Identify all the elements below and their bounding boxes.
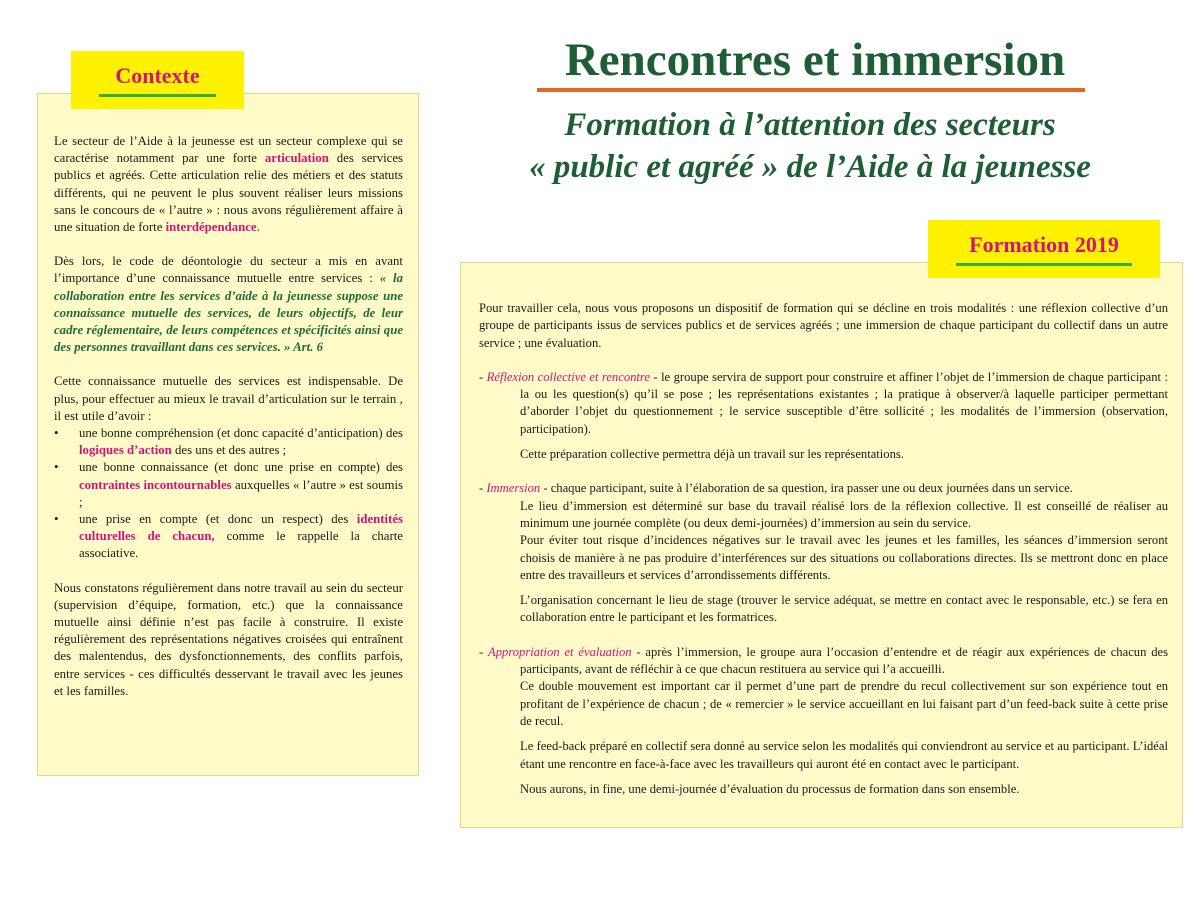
title-underline bbox=[537, 88, 1085, 92]
formation-intro: Pour travailler cela, nous vous proposons un dispositif de formation qui se décline en trois modalités : une réflexion collective d’un groupe de participants issus de services publics et de services agréés ; une immersion de chaque participant du collectif dans un autre service ; une évaluation. bbox=[479, 301, 1168, 350]
list-item: • une bonne connaissance (et donc une prise en compte) des contraintes incontournables auxquelles « l’autre » est soumis ; bbox=[54, 459, 403, 511]
modality-title: Réflexion collective et rencontre bbox=[486, 369, 650, 384]
context-panel bbox=[37, 93, 419, 776]
modality-immersion: - Immersion - chaque participant, suite à l’élaboration de sa question, ira passer une ou deux journées dans un service. Le lieu d’immersion est déterminé sur base du travail réalisé lors de la réflexion collective. Il est conseillé de réaliser au minimum une journée complète (ou deux demi-journées) d’immersion au sein du service. Pour éviter tout risque d’incidences négatives sur le travail avec les jeunes et les familles, les séances d’immersion seront choisis de manière à ne pas produire d’interférences sur des situations ou collaborations directes. Ils se mettront donc en place entre des travailleurs et services d’arrondissements différents. L’organisation concernant le lieu de stage (trouver le service adéquat, se mettre en contact avec le responsable, etc.) se fera en collaboration entre le participant et les formatrices. bbox=[479, 481, 1168, 625]
modality-title: Appropriation et évaluation bbox=[488, 644, 632, 659]
formation-label: Formation 2019 bbox=[928, 220, 1160, 278]
list-item: • une prise en compte (et donc un respect) des identités culturelles de chacun, comme le rappelle la charte associative. bbox=[54, 511, 403, 563]
deontology-quote: « la collaboration entre les services d’aide à la jeunesse suppose une connaissance mutuelle des services, de leurs objectifs, de leur cadre réglementaire, de leurs compétences et spécificités ainsi que des personnes travaillant dans ces services. » bbox=[54, 271, 403, 355]
needs-list bbox=[54, 425, 403, 563]
page-title: Rencontres et immersion bbox=[564, 34, 1066, 86]
subtitle-line-1: Formation à l’attention des secteurs bbox=[564, 107, 1056, 143]
context-paragraph-1: Le secteur de l’Aide à la jeunesse est un secteur complexe qui se caractérise notamment par une forte articulation des services publics et agréés. Cette articulation relie des métiers et des statuts différents, qui ne peuvent le plus souvent réaliser leurs missions sans le concours de « l’autre » : nous avons régulièrement affaire à une situation de forte interdépendance. bbox=[54, 134, 403, 235]
label-underline bbox=[99, 94, 216, 97]
context-paragraph-4: Nous constatons régulièrement dans notre travail au sein du secteur (supervision d’équipe, formation, etc.) que la connaissance mutuelle ainsi définie n’est pas facile à construire. Il existe régulièrement des représentations négatives croisées qui entraînent des malentendus, des dysfonctionnements, des conflits parfois, entre services - ces difficultés desservant le travail avec les jeunes et les familles. bbox=[54, 580, 403, 698]
article-reference: Art. 6 bbox=[290, 340, 323, 355]
modality-reflexion: - Réflexion collective et rencontre - le groupe servira de support pour construire et affiner l’objet de l’immersion de chaque participant : la ou les question(s) qu’il se pose ; les représentations existantes ; la pratique à observer/à laquelle participer permettant d’aborder l’objet du questionnement ; le service susceptible d’être sollicité ; les modalités de l’immersion (observation, participation). Cette préparation collective permettra déjà un travail sur les représentations. bbox=[479, 369, 1168, 462]
context-paragraph-2: Dès lors, le code de déontologie du secteur a mis en avant l’importance d’une connaissance mutuelle entre services : « la collaboration entre les services d’aide à la jeunesse suppose une connaissance mutuelle des services, de leurs objectifs, de leur cadre réglementaire, de leurs compétences et spécificités ainsi que des personnes travaillant dans ces services. » Art. 6 bbox=[54, 254, 403, 355]
highlight-articulation: articulation bbox=[264, 151, 329, 166]
context-paragraph-3: Cette connaissance mutuelle des services est indispensable. De plus, pour effectuer au mieux le travail d’articulation sur le terrain , il est utile d’avoir : bbox=[54, 374, 403, 423]
label-underline bbox=[956, 263, 1132, 266]
context-label: Contexte bbox=[71, 51, 244, 109]
subtitle-line-2: « public et agréé » de l’Aide à la jeunesse bbox=[529, 149, 1091, 185]
list-item: • une bonne compréhension (et donc capacité d’anticipation) des logiques d’action des uns et des autres ; bbox=[54, 425, 403, 459]
modality-title: Immersion bbox=[486, 481, 541, 496]
formation-panel bbox=[460, 262, 1183, 828]
page-subtitle bbox=[485, 104, 1135, 188]
modality-appropriation: - Appropriation et évaluation - après l’immersion, le groupe aura l’occasion d’entendre et de réagir aux expériences de chacun des participants, avant de réfléchir à ce que chacun restituera au service qui l’a accueilli. Ce double mouvement est important car il permet d’une part de prendre du recul collectivement sur son expérience tout en profitant de l’expérience de chacun ; de « remercier » le service accueillant en lui faisant part d’un feed-back suite à cette prise de recul. Le feed-back préparé en collectif sera donné au service selon les modalités qui conviendront au service et au participant. L’idéal étant une rencontre en face-à-face avec les travailleurs qui auront été en contact avec le participant. Nous aurons, in fine, une demi-journée d’évaluation du processus de formation dans son ensemble. bbox=[479, 644, 1168, 796]
highlight-interdependance: interdépendance bbox=[165, 220, 257, 235]
